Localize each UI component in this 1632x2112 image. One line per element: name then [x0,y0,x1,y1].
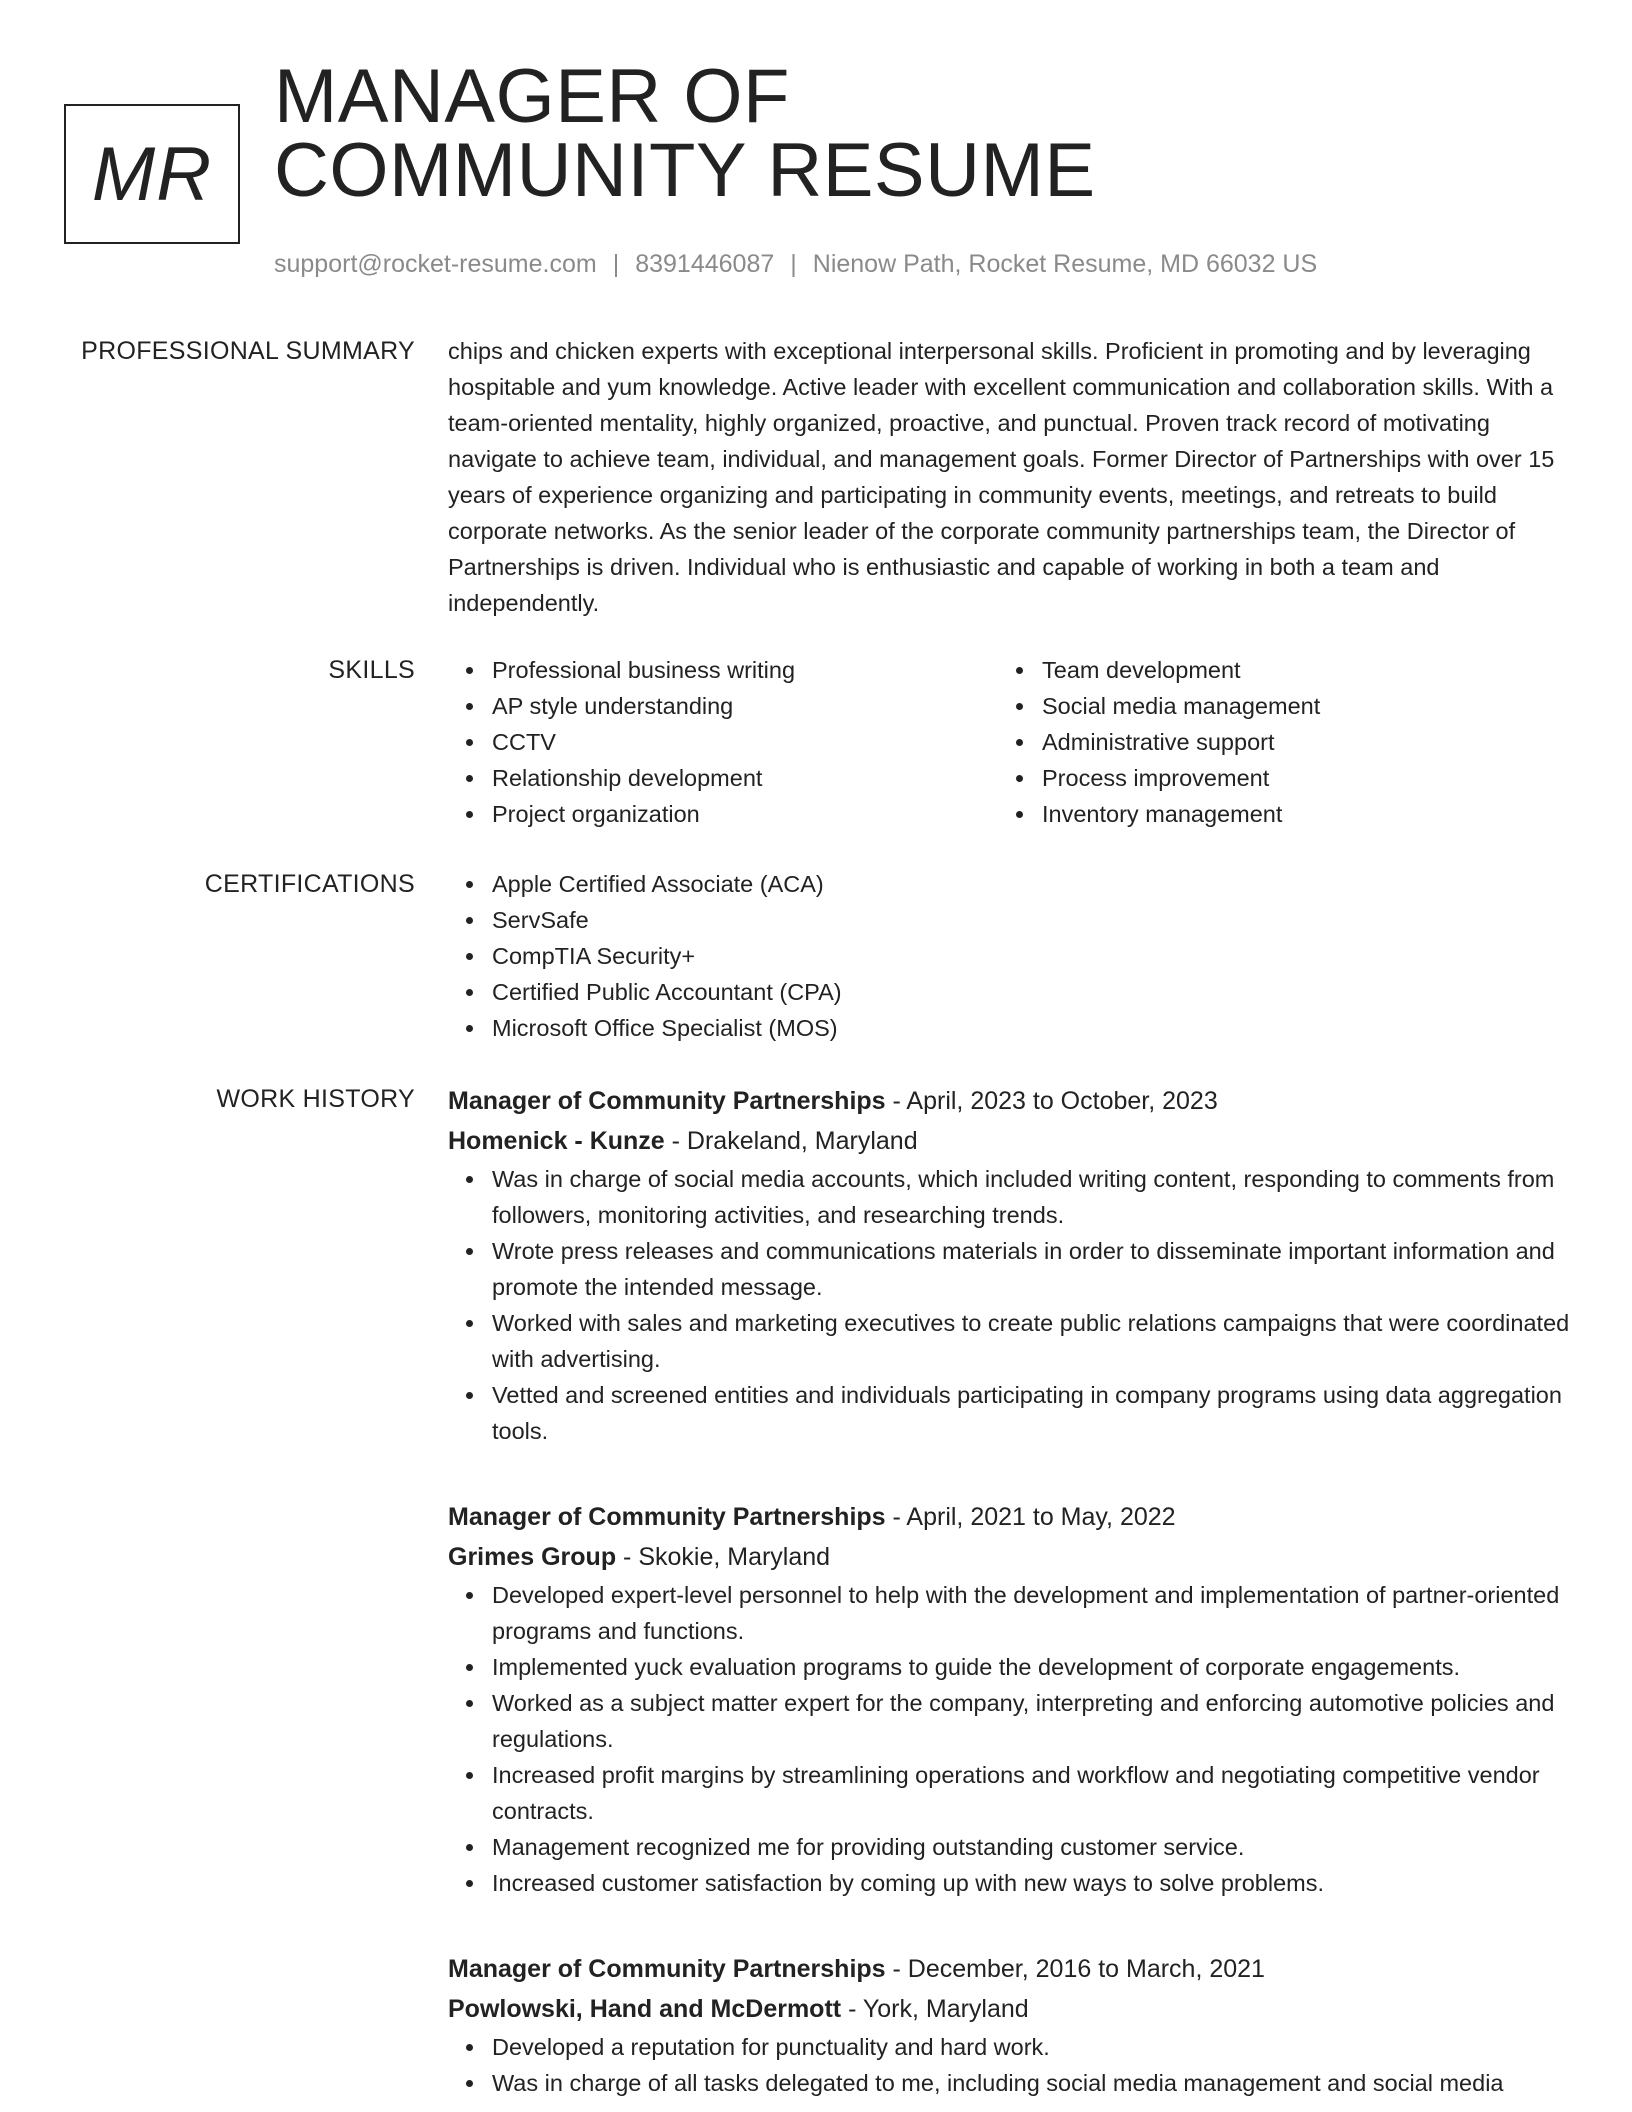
job-body [448,1949,1578,2101]
section-label-summary: PROFESSIONAL SUMMARY [81,337,415,365]
job-title: Manager of Community Partnerships [448,1503,886,1531]
certifications-body [448,866,1578,1046]
job-location: - Skokie, Maryland [623,1543,831,1571]
job-bullets [448,2029,1578,2101]
job-body [448,1081,1578,1449]
job-company-line [448,1989,1578,2029]
list-item: Increased customer satisfaction by coming up with new ways to solve problems. [492,1865,1578,1901]
contact-separator: | [612,250,620,278]
list-item: Process improvement [1042,760,1548,796]
list-item: Inventory management [1042,796,1548,832]
list-item: Implemented yuck evaluation programs to guide the development of corporate engagements. [492,1649,1578,1685]
section-label-work-history: WORK HISTORY [216,1085,415,1113]
list-item: Professional business writing [492,652,998,688]
title-line-2: COMMUNITY RESUME [274,128,1096,213]
list-item: Certified Public Accountant (CPA) [492,974,1578,1010]
skills-list-col2 [998,652,1548,832]
job-dates: - December, 2016 to March, 2021 [892,1955,1265,1983]
title-line-1: MANAGER OF [274,54,790,139]
job-bullets [448,1577,1578,1901]
job-body [448,1497,1578,1901]
list-item: Project organization [492,796,998,832]
certifications-list [448,866,1578,1046]
summary-text: chips and chicken experts with exceptional interpersonal skills. Proficient in promoting and by leveraging hospitable and yum knowledge. Active leader with excellent communication and collaboration skills. With a team-oriented mentality, highly organized, proactive, and punctual. Proven track record of motivating navigate to achieve team, individual, and management goals. Former Director of Partnerships with over 15 years of experience organizing and participating in community events, meetings, and retreats to build corporate networks. As the senior leader of the corporate community partnerships team, the Director of Partnerships is driven. Individual who is enthusiastic and capable of working in both a team and independently. [448,338,1555,616]
list-item: Apple Certified Associate (ACA) [492,866,1578,902]
job-dates: - April, 2021 to May, 2022 [892,1503,1176,1531]
list-item: Wrote press releases and communications materials in order to disseminate important information and promote the intended message. [492,1233,1578,1305]
job-entry [0,1949,1632,2101]
job-company: Powlowski, Hand and McDermott [448,1995,842,2023]
list-item: Was in charge of all tasks delegated to me, including social media management and social media [492,2065,1578,2101]
contact-phone: 8391446087 [635,250,775,278]
job-title-line [448,1081,1578,1121]
summary-body [448,333,1578,621]
job-title-line [448,1949,1578,1989]
job-dates: - April, 2023 to October, 2023 [892,1087,1218,1115]
resume-title [274,54,1096,213]
list-item: Developed a reputation for punctuality and hard work. [492,2029,1578,2065]
list-item: Social media management [1042,688,1548,724]
job-title: Manager of Community Partnerships [448,1087,886,1115]
list-item: Vetted and screened entities and individuals participating in company programs using data aggregation tools. [492,1377,1578,1449]
list-item: AP style understanding [492,688,998,724]
job-company: Grimes Group [448,1543,617,1571]
list-item: Management recognized me for providing outstanding customer service. [492,1829,1578,1865]
list-item: Developed expert-level personnel to help with the development and implementation of partner-oriented programs and functions. [492,1577,1578,1649]
section-label-skills: SKILLS [328,656,415,684]
job-company: Homenick - Kunze [448,1127,665,1155]
list-item: Worked as a subject matter expert for the company, interpreting and enforcing automotive policies and regulations. [492,1685,1578,1757]
job-bullets [448,1161,1578,1449]
job-title: Manager of Community Partnerships [448,1955,886,1983]
contact-email: support@rocket-resume.com [274,250,597,278]
list-item: CCTV [492,724,998,760]
list-item: Team development [1042,652,1548,688]
list-item: CompTIA Security+ [492,938,1578,974]
list-item: Microsoft Office Specialist (MOS) [492,1010,1578,1046]
contact-separator: | [790,250,797,278]
job-company-line [448,1121,1578,1161]
job-entry [0,1497,1632,1901]
skills-list-col1 [448,652,998,832]
skills-body [448,652,1578,832]
contact-address: Nienow Path, Rocket Resume, MD 66032 US [812,250,1318,278]
list-item: ServSafe [492,902,1578,938]
list-item: Was in charge of social media accounts, which included writing content, responding to comments from followers, monitoring activities, and researching trends. [492,1161,1578,1233]
list-item: Increased profit margins by streamlining operations and workflow and negotiating competitive vendor contracts. [492,1757,1578,1829]
list-item: Worked with sales and marketing executives to create public relations campaigns that were coordinated with advertising. [492,1305,1578,1377]
job-company-line [448,1537,1578,1577]
job-entry [0,1081,1632,1449]
list-item: Administrative support [1042,724,1548,760]
job-location: - York, Maryland [848,1995,1029,2023]
section-label-certifications: CERTIFICATIONS [204,870,415,898]
list-item: Relationship development [492,760,998,796]
monogram-logo: MR [64,104,240,244]
contact-line [274,250,1317,279]
job-title-line [448,1497,1578,1537]
job-location: - Drakeland, Maryland [671,1127,918,1155]
